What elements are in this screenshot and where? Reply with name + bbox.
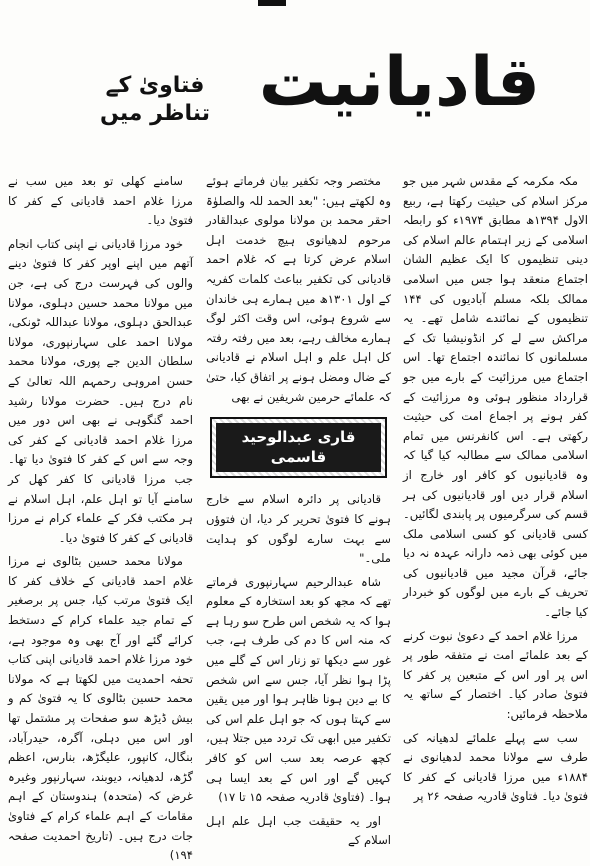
paragraph: قادیانی پر دائرہ اسلام سے خارج ہونے کا فتویٰ تحریر کر دیا، ان فتوؤں سے بہت سارے لوگوں کو ہدایت ملی۔" xyxy=(206,492,391,566)
column-left xyxy=(8,172,193,863)
paragraph: شاہ عبدالرحیم سہارنپوری فرماتے تھے کہ مجھ کو بعد استخارہ کے معلوم ہوا کہ یہ شخص اس طرح سو رہا ہے کہ منہ اس کا دم کی طرف ہے، جب غور سے دیکھا تو زنار اس کے گلے میں پڑا ہوا نظر آیا، جس سے اس شخص کا بے دین ہونا ظاہر ہوا اور میں یقین سے کہتا ہوں کہ جو اہل علم اس کی تکفیر میں ابھی تک تردد میں جتلا ہیں، کچھ عرصہ بعد سب اس کو کافر کہیں گے اور اس کے بعد ایسا ہی ہوا۔ (فتاویٰ قادریہ صفحہ ۱۵ تا ۱۷) xyxy=(206,574,391,805)
author-name: قاری عبدالوحید قاسمی xyxy=(216,423,381,472)
column-middle xyxy=(206,172,391,848)
paragraph: مرزا غلام احمد کے دعویٰ نبوت کرنے کے بعد علمائے امت نے متفقہ طور پر اس پر اور اس کے متبعین پر کفر کا فتویٰ صادر کیا۔ اختصار کے ساتھ یہ ملاحظہ فرمائیں: xyxy=(403,628,588,722)
title-subtitle xyxy=(70,72,240,127)
column-right xyxy=(403,172,588,807)
top-edge-mark xyxy=(258,0,286,6)
paragraph: اور یہ حقیقت جب اہل علم اہل اسلام کے xyxy=(206,813,391,848)
paragraph: سامنے کھلی تو بعد میں سب نے مرزا غلام احمد قادیانی کے کفر کا فتویٰ دیا۔ xyxy=(8,174,193,228)
title-sub-line2: تناظر میں xyxy=(100,100,210,126)
title-sub-line1: فتاویٰ کے xyxy=(105,73,205,98)
paragraph: خود مرزا قادیانی نے اپنی کتاب انجام آتھم میں اپنے اوپر کفر کا فتویٰ دینے والوں کی فہرست درج کی ہے، جن میں مولانا محمد حسین دہلوی، مولانا عبدالحق دہلوی، مولانا عبداللہ ٹونکی، مولانا احمد علی سہارنپوری، مولانا سلطان الدین جے پوری، مولانا محمد حسن امروہی رحمہم اللہ تعالیٰ کے نام درج ہیں۔ حضرت مولانا رشید احمد گنگوہی نے بھی اس دور میں مرزا غلام احمد قادیانی کے کفر کی وجہ سے اس کے کفر کا فتویٰ دیا تھا۔ جب مرزا قادیانی کا کفر کھل کر سامنے آیا تو اہل علم، اہل اسلام نے ہر مکتب فکر کے علماء کرام نے مرزا قادیانی کے کفر کا فتویٰ دیا۔ xyxy=(8,236,193,545)
paragraph: سب سے پہلے علمائے لدھیانہ کی طرف سے مولانا محمد لدھیانوی نے ۱۸۸۴ء میں مرزا قادیانی کے کفر کا فتویٰ دیا۔ فتاویٰ قادریہ صفحہ ۲۶ پر xyxy=(403,730,588,804)
article-title xyxy=(70,44,540,164)
author-byline-box xyxy=(210,417,387,478)
title-main: قادیانیت xyxy=(258,43,540,122)
paragraph: مکہ مکرمہ کے مقدس شہر میں جو مرکز اسلام کی حیثیت رکھتا ہے، ربیع الاول ۱۳۹۴ھ مطابق ۱۹۷۴ء کو رابطہ اسلامی کے زیر اہتمام عالم اسلام کی دینی تنظیموں کا ایک عظیم الشان اجتماع منعقد ہوا جس میں اسلامی ممالک بلکہ مسلم آبادیوں کی ۱۴۴ تنظیموں کے نمائندے شامل تھے۔ یہ مراکش سے لے کر انڈونیشیا تک کے مسلمانوں کا نمائندہ اجتماع تھا۔ اس اجتماع میں مرزائیت کے بارے میں جو قرارداد منظور ہوئی وہ مرزائیت کے کفر ہونے پر اجماع امت کی حیثیت رکھتی ہے۔ اس کانفرنس میں تمام اسلامی ممالک سے مطالبہ کیا گیا کہ وہ قادیانیوں کو کافر اور خارج از اسلام قرار دیں اور قادیانیوں کی ہر قسم کی سرگرمیوں پر پابندی لگائیں۔ کسی قادیانی کو کسی اسلامی ملک میں کوئی بھی ذمہ دارانہ عہدہ نہ دیا جائے، قرآن مجید میں قادیانیوں کی تحریف کے بارے میں لوگوں کو خبردار کیا جائے۔ xyxy=(403,174,589,620)
paragraph: مولانا محمد حسین بٹالوی نے مرزا غلام احمد قادیانی کے خلاف کفر کا ایک فتویٰ مرتب کیا، جس پر برصغیر کے تمام جید علماء کرام کے دستخط کرائے گئے اور آج بھی وہ موجود ہے، خود مرزا غلام احمد قادیانی اپنی کتاب تحفہ احمدیت میں لکھتا ہے کہ مولانا محمد حسین بٹالوی کا یہ فتویٰ کم و بیش ڈیڑھ سو صفحات پر مشتمل تھا اور اس میں دہلی، آگرہ، حیدرآباد، بنگال، کانپور، علیگڑھ، بنارس، اعظم گڑھ، لدھیانہ، دیوبند، سہارنپور وغیرہ غرض کہ (متحدہ) ہندوستان کے اہم مقامات کے اہم علماء کرام کے فتاویٰ جات درج ہیں۔ (تاریخ احمدیت صفحہ ۱۹۴) xyxy=(8,554,193,863)
paragraph: مختصر وجہ تکفیر بیان فرماتے ہوئے وہ لکھتے ہیں: "بعد الحمد للہ والصلوٰۃ احقر محمد بن مولانا مولوی عبدالقادر مرحوم لدھیانوی ہیچ خدمت اہل اسلام عرض کرتا ہے کہ غلام احمد قادیانی کی تکفیر بباعث کلمات کفریہ کے اول ۱۳۰۱ھ میں ہمارے ہی خاندان سے شروع ہوئی، اس وقت اکثر لوگ ہمارے مخالف رہے، بعد میں رفتہ رفتہ کل اہل علم و اہل اسلام نے قادیانی کے ضال ومضل ہونے پر اتفاق کیا، حتیٰ کہ علمائے حرمین شریفین نے بھی xyxy=(206,174,391,404)
